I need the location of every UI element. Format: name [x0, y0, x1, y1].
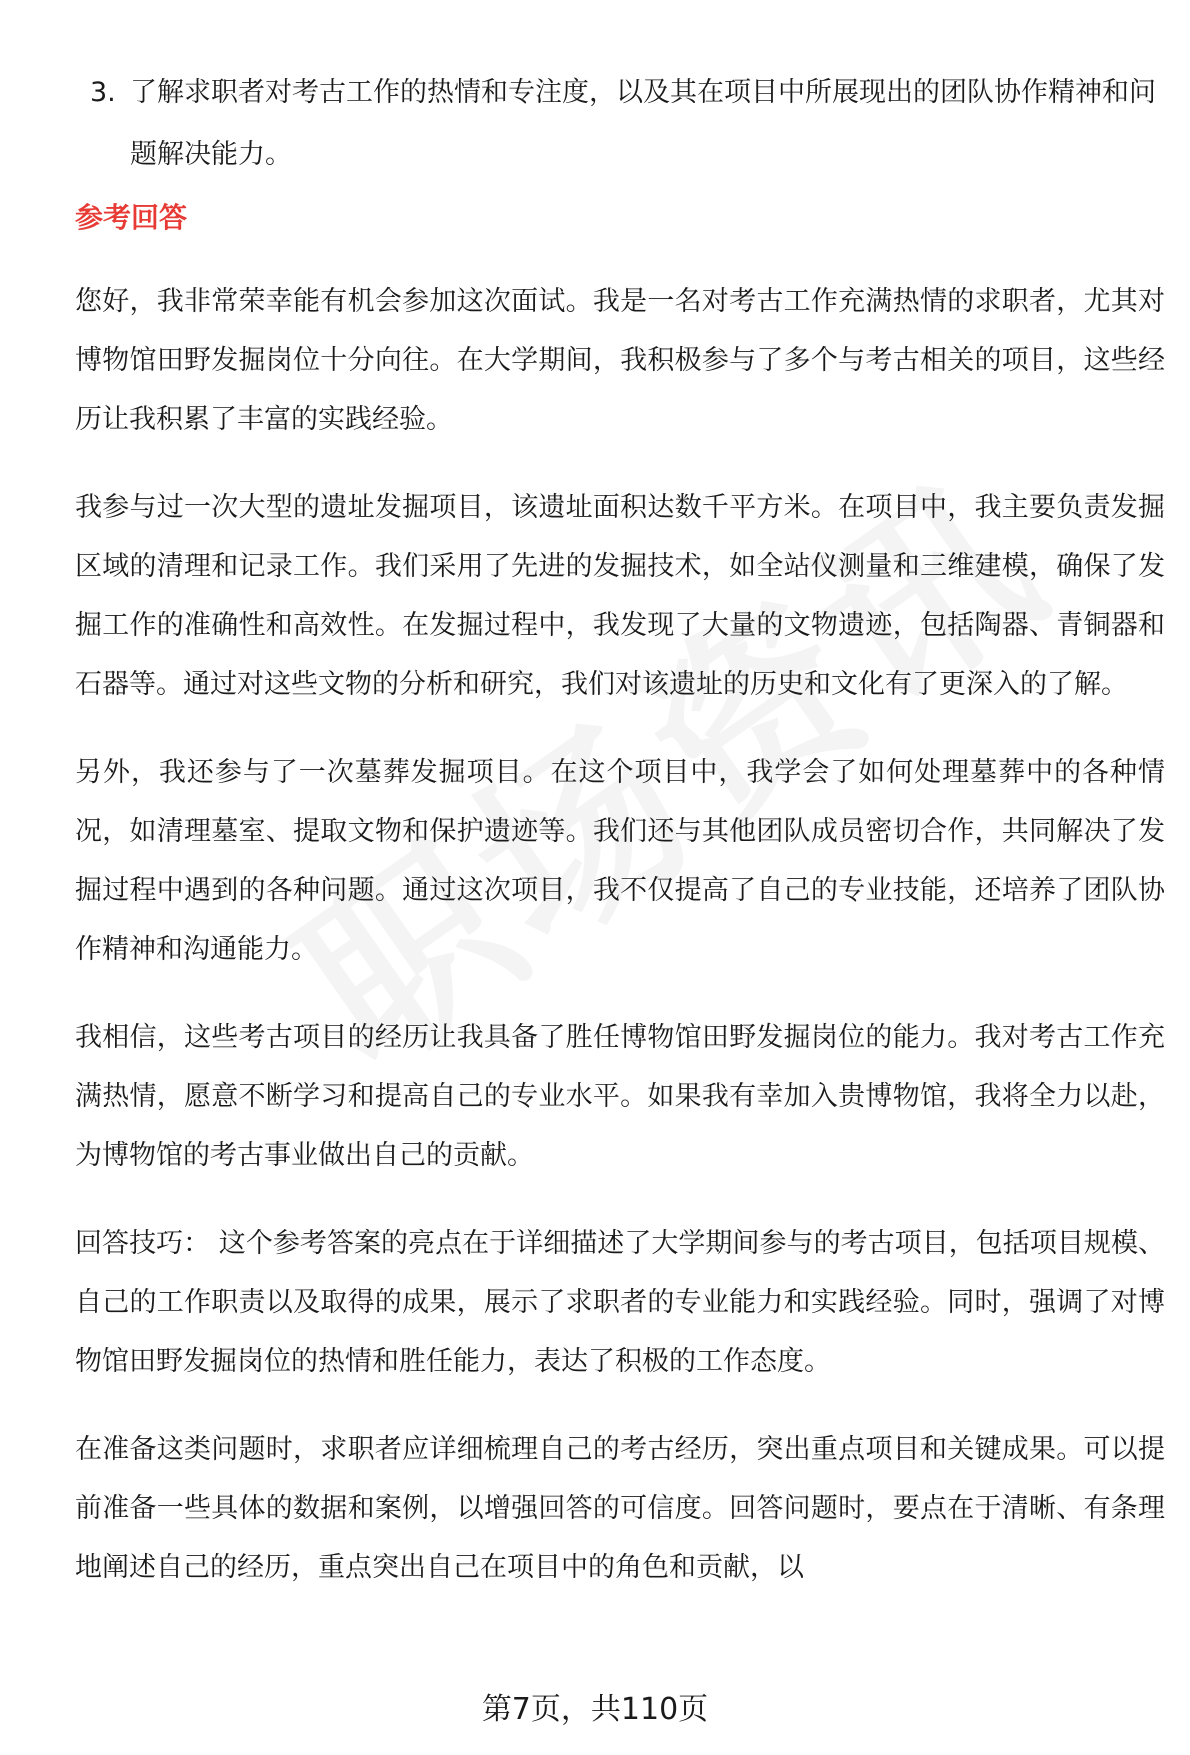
section-heading: 参考回答 [75, 201, 188, 234]
answer-content [75, 272, 1165, 1626]
paragraph-tomb-excavation: 另外，我还参与了一次墓葬发掘项目。在这个项目中，我学会了如何处理墓葬中的各种情况，如清理墓室、提取文物和保护遗迹等。我们还与其他团队成员密切合作，共同解决了发掘过程中遇到的各种问题。通过这次项目，我不仅提高了自己的专业技能，还培养了团队协作精神和沟通能力。 [75, 757, 1165, 965]
paragraph-preparation-advice: 在准备这类问题时，求职者应详细梳理自己的考古经历，突出重点项目和关键成果。可以提前准备一些具体的数据和案例，以增强回答的可信度。回答问题时，要点在于清晰、有条理地阐述自己的经历，重点突出自己在项目中的角色和贡献，以 [75, 1434, 1165, 1583]
list-item [90, 62, 1170, 186]
paragraph-site-excavation: 我参与过一次大型的遗址发掘项目，该遗址面积达数千平方米。在项目中，我主要负责发掘区域的清理和记录工作。我们采用了先进的发掘技术，如全站仪测量和三维建模，确保了发掘工作的准确性和高效性。在发掘过程中，我发现了大量的文物遗迹，包括陶器、青铜器和石器等。通过对这些文物的分析和研究，我们对该遗址的历史和文化有了更深入的了解。 [75, 492, 1165, 700]
page-number-footer: 第7页，共110页 [481, 1692, 709, 1727]
paragraph-conclusion: 我相信，这些考古项目的经历让我具备了胜任博物馆田野发掘岗位的能力。我对考古工作充满热情，愿意不断学习和提高自己的专业水平。如果我有幸加入贵博物馆，我将全力以赴，为博物馆的考古事业做出自己的贡献。 [75, 1022, 1165, 1171]
list-item-number: 3. [90, 77, 116, 108]
paragraph-intro: 您好，我非常荣幸能有机会参加这次面试。我是一名对考古工作充满热情的求职者，尤其对博物馆田野发掘岗位十分向往。在大学期间，我积极参与了多个与考古相关的项目，这些经历让我积累了丰富的实践经验。 [75, 286, 1165, 435]
list-item-text: 了解求职者对考古工作的热情和专注度，以及其在项目中所展现出的团队协作精神和问题解决能力。 [130, 77, 1156, 170]
paragraph-answer-tips: 回答技巧： 这个参考答案的亮点在于详细描述了大学期间参与的考古项目，包括项目规模、自己的工作职责以及取得的成果，展示了求职者的专业能力和实践经验。同时，强调了对博物馆田野发掘岗位的热情和胜任能力，表达了积极的工作态度。 [75, 1228, 1165, 1377]
